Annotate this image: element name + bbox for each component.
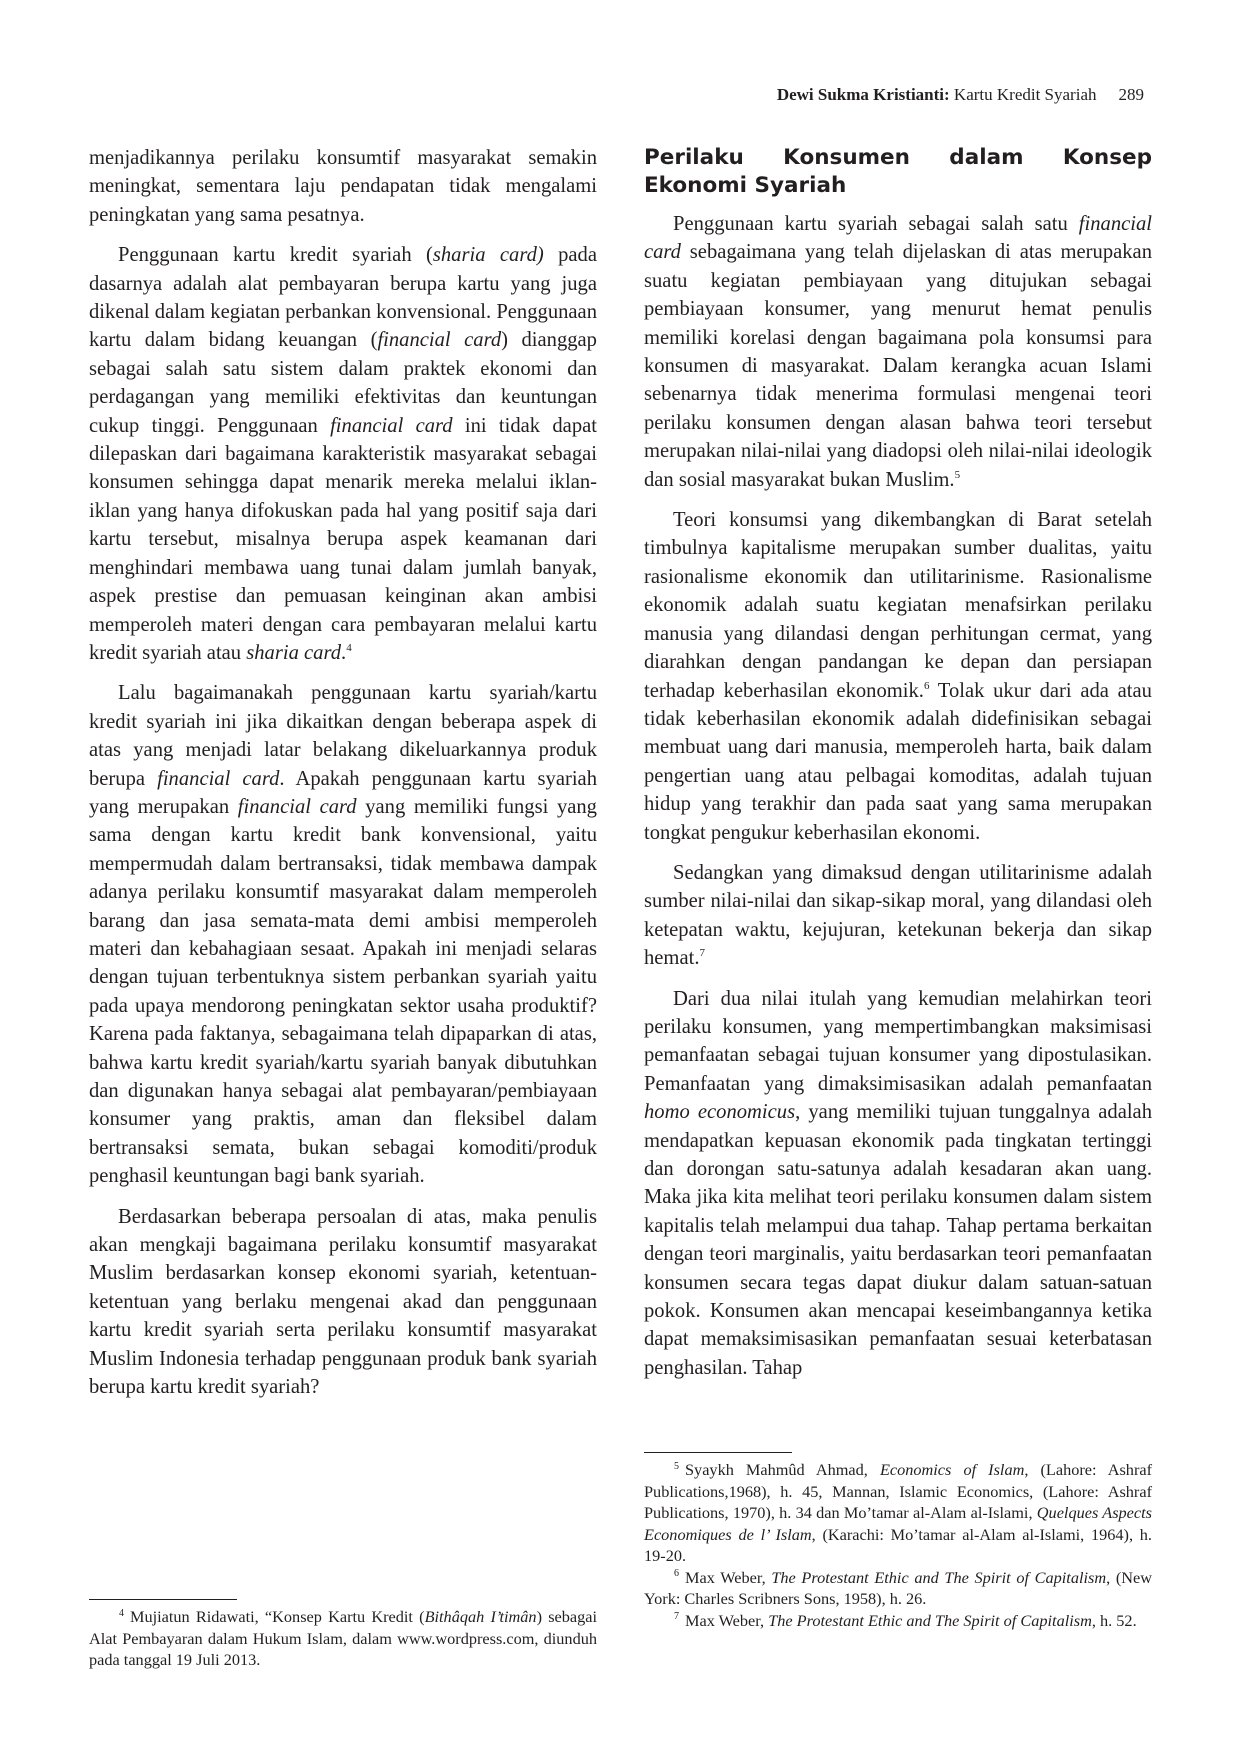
text-run: Syaykh Mahmûd Ahmad, bbox=[685, 1460, 880, 1479]
text-run: pada dasarnya adalah alat pembayaran berupa kartu yang juga dikenal dalam kegiatan perbankan konvensional. Penggunaan kartu dalam bidang keuangan ( bbox=[89, 244, 597, 352]
running-head-title: Kartu Kredit Syariah bbox=[953, 85, 1097, 104]
footnote-number: 5 bbox=[674, 1460, 679, 1472]
paragraph-continuation bbox=[89, 144, 597, 229]
italic-term: financial card bbox=[644, 213, 1152, 264]
footnotes-left bbox=[89, 1599, 597, 1671]
text-run: menjadikannya perilaku konsumtif masyarakat semakin meningkat, sementara laju pendapatan tidak mengalami peningkatan yang sama pesatnya. bbox=[89, 147, 597, 226]
paragraph-research-question bbox=[89, 679, 597, 1190]
footnote-rule bbox=[89, 1599, 237, 1600]
text-run: Dari dua nilai itulah yang kemudian melahirkan teori perilaku konsumen, yang mempertimbangkan maksimisasi pemanfaatan sebagai tujuan konsumer yang dipostulasikan. Pemanfaatan yang dimaksimisasikan adalah pemanfaatan bbox=[644, 987, 1152, 1095]
text-run: ini tidak dapat dilepaskan dari bagaimana karakteristik masyarakat sebagai konsumen sehingga dapat menarik mereka melalui iklan-iklan yang hanya difokuskan pada hal yang positif saja dari kartu tersebut, misalnya berupa aspek keamanan dari menghindari membawa uang tunai dalam jumlah banyak, aspek prestise dan pemuasan keinginan akan ambisi memperoleh materi dengan cara pembayaran melalui kartu kredit syariah atau bbox=[89, 414, 597, 664]
text-run: , (Lahore: Ashraf Publications,1968), h. 45, Mannan, Islamic Economics, (Lahore: Ashraf Publications, 1970), h. 34 dan Mo’tamar al-Alam al-Islami, bbox=[644, 1460, 1153, 1522]
text-run: yang memiliki fungsi yang sama dengan kartu kredit bank konvensional, yaitu mempermudah dalam bertransaksi, tidak membawa dampak adanya perilaku konsumtif masyarakat dalam memperoleh barang dan jasa semata-mata demi ambisi memperoleh materi dan kebahagiaan sesaat. Apakah ini menjadi selaras dengan tujuan terbentuknya sistem perbankan syariah yaitu pada upaya mendorong peningkatan sektor usaha produktif? Karena pada faktanya, sebagaimana telah dipaparkan di atas, bahwa kartu kredit syariah/kartu syariah banyak dibutuhkan dan digunakan hanya sebagai alat pembayaran/pembiayaan konsumer yang praktis, aman dan fleksibel dalam bertransaksi semata, bukan sebagai komoditi/produk penghasil keuntungan bagi bank syariah. bbox=[89, 795, 597, 1188]
paragraph-consumer-behavior bbox=[644, 985, 1152, 1383]
paragraph-aim bbox=[89, 1203, 597, 1402]
footnote-ref: 5 bbox=[954, 468, 961, 481]
italic-term: homo economicus bbox=[644, 1101, 796, 1124]
paragraph-utilitarianism bbox=[644, 859, 1152, 973]
text-run: Penggunaan kartu kredit syariah ( bbox=[118, 244, 433, 267]
italic-term: sharia card) bbox=[432, 244, 544, 267]
text-run: Sedangkan yang dimaksud dengan utilitarinisme adalah sumber nilai-nilai dan sikap-sikap moral, yang dilandasi oleh ketepatan waktu, kejujuran, ketekunan bekerja dan sikap hemat. bbox=[644, 861, 1152, 970]
italic-term: financial card bbox=[330, 414, 453, 437]
italic-term: sharia card bbox=[246, 641, 342, 664]
text-run: Mujiatun Ridawati, “Konsep Kartu Kredit ( bbox=[130, 1607, 425, 1626]
footnote-ref: 7 bbox=[699, 947, 705, 960]
section-heading: Perilaku Konsumen dalam Konsep Ekonomi Syariah bbox=[644, 145, 1152, 198]
text-run: , (Karachi: Mo’tamar al-Alam al-Islami, 1964), h. 19-20. bbox=[644, 1524, 1152, 1565]
footnote-number: 4 bbox=[119, 1607, 124, 1619]
footnote-4 bbox=[89, 1606, 597, 1671]
footnote-number: 6 bbox=[674, 1568, 679, 1580]
text-run: Tolak ukur dari ada atau tidak keberhasilan ekonomik adalah didefinisikan sebagai membuat uang dari manusia, memperoleh harta, baik dalam pengertian uang atau pelbagai komoditas, adalah tujuan hidup yang terakhir dan pada saat yang sama merupakan tongkat pengukur keberhasilan ekonomi. bbox=[644, 679, 1152, 844]
footnotes-right bbox=[644, 1452, 1152, 1631]
right-column bbox=[644, 144, 1152, 1394]
paragraph-consumer-financing bbox=[644, 210, 1152, 494]
text-run: . Apakah penggunaan kartu syariah yang merupakan bbox=[89, 767, 597, 818]
italic-term: financial card bbox=[377, 329, 502, 352]
text-run: . bbox=[341, 641, 347, 664]
text-run: Max Weber, bbox=[685, 1610, 769, 1630]
footnote-number: 7 bbox=[674, 1611, 679, 1623]
footnote-ref: 4 bbox=[346, 642, 352, 655]
running-head-author: Dewi Sukma Kristianti: bbox=[776, 85, 950, 104]
text-run: ) dianggap sebagai salah satu sistem dalam praktek ekonomi dan perdagangan yang memiliki efektivitas dan keuntungan cukup tinggi. Penggunaan bbox=[89, 329, 597, 437]
paragraph-sharia-card bbox=[89, 241, 597, 667]
footnote-6 bbox=[644, 1567, 1152, 1610]
text-run: Berdasarkan beberapa persoalan di atas, maka penulis akan mengkaji bagaimana perilaku konsumtif masyarakat Muslim berdasarkan konsep ekonomi syariah, ketentuan-ketentuan yang berlaku mengenai akad dan penggunaan kartu kredit syariah serta perilaku konsumtif masyarakat Muslim Indonesia terhadap penggunaan produk bank syariah berupa kartu kredit syariah? bbox=[89, 1205, 597, 1399]
paragraph-consumption-theory bbox=[644, 506, 1152, 847]
text-run: Lalu bagaimanakah penggunaan kartu syariah/kartu kredit syariah ini jika dikaitkan dengan beberapa aspek di atas yang menjadi latar belakang dikeluarkannya produk berupa bbox=[89, 682, 597, 790]
italic-term: The Protestant Ethic and The Spirit of Capitalism bbox=[771, 1567, 1107, 1587]
text-run: ) sebagai Alat Pembayaran dalam Hukum Islam, dalam www.wordpress.com, diunduh pada tanggal 19 Juli 2013. bbox=[89, 1607, 598, 1669]
page-number: 289 bbox=[1118, 85, 1144, 104]
footnote-rule bbox=[644, 1452, 792, 1453]
italic-term: The Protestant Ethic and The Spirit of Capitalism bbox=[768, 1610, 1092, 1630]
footnote-7 bbox=[644, 1610, 1152, 1632]
italic-term: Economics of Islam bbox=[879, 1460, 1025, 1479]
text-run: , (New York: Charles Scribners Sons, 1958), h. 26. bbox=[644, 1567, 1152, 1608]
italic-term: Quelques Aspects Economiques de l’ Islam bbox=[644, 1503, 1152, 1544]
italic-term: financial card bbox=[157, 767, 280, 790]
left-column bbox=[89, 144, 597, 1413]
text-run: Penggunaan kartu syariah sebagai salah satu bbox=[673, 213, 1079, 235]
running-head bbox=[777, 84, 1144, 106]
text-run: Max Weber, bbox=[685, 1567, 772, 1587]
text-run: sebagaimana yang telah dijelaskan di atas merupakan suatu kegiatan pembiayaan yang ditujukan sebagai pembiayaan konsumer, yang menurut hemat penulis memiliki korelasi dengan bagaimana pola konsumsi para konsumen di masyarakat. Dalam kerangka acuan Islami sebenarnya tidak menerima formulasi mengenai teori perilaku konsumen dengan alasan bahwa teori tersebut merupakan nilai-nilai yang diadopsi oleh nilai-nilai ideologik dan sosial masyarakat bukan Muslim. bbox=[644, 241, 1152, 491]
text-run: , yang memiliki tujuan tunggalnya adalah mendapatkan kepuasan ekonomik pada tingkatan tertinggi dan dorongan satu-satunya adalah kesadaran akan uang. Maka jika kita melihat teori perilaku konsumen dalam sistem kapitalis telah melampui dua tahap. Tahap pertama berkaitan dengan teori marginalis, yaitu berdasarkan teori pemanfaatan konsumen secara tegas dapat diukur dalam satuan-satuan pokok. Konsumen akan mencapai keseimbangannya ketika dapat memaksimisasikan pemanfaatan sesuai keterbatasan penghasilan. Tahap bbox=[644, 1101, 1152, 1379]
italic-term: Bithâqah I’timân bbox=[424, 1607, 537, 1626]
italic-term: financial card bbox=[237, 795, 357, 818]
text-run: Teori konsumsi yang dikembangkan di Barat setelah timbulnya kapitalisme merupakan sumber dualitas, yaitu rasionalisme ekonomik dan utilitarinisme. Rasionalisme ekonomik adalah suatu kegiatan menafsirkan perilaku manusia yang dilandasi dengan perhitungan cermat, yang diarahkan dengan pandangan ke depan dan persiapan terhadap keberhasilan ekonomik. bbox=[644, 509, 1152, 702]
text-run: , h. 52. bbox=[1091, 1610, 1137, 1630]
footnote-5 bbox=[644, 1459, 1152, 1567]
footnote-ref: 6 bbox=[923, 679, 930, 692]
